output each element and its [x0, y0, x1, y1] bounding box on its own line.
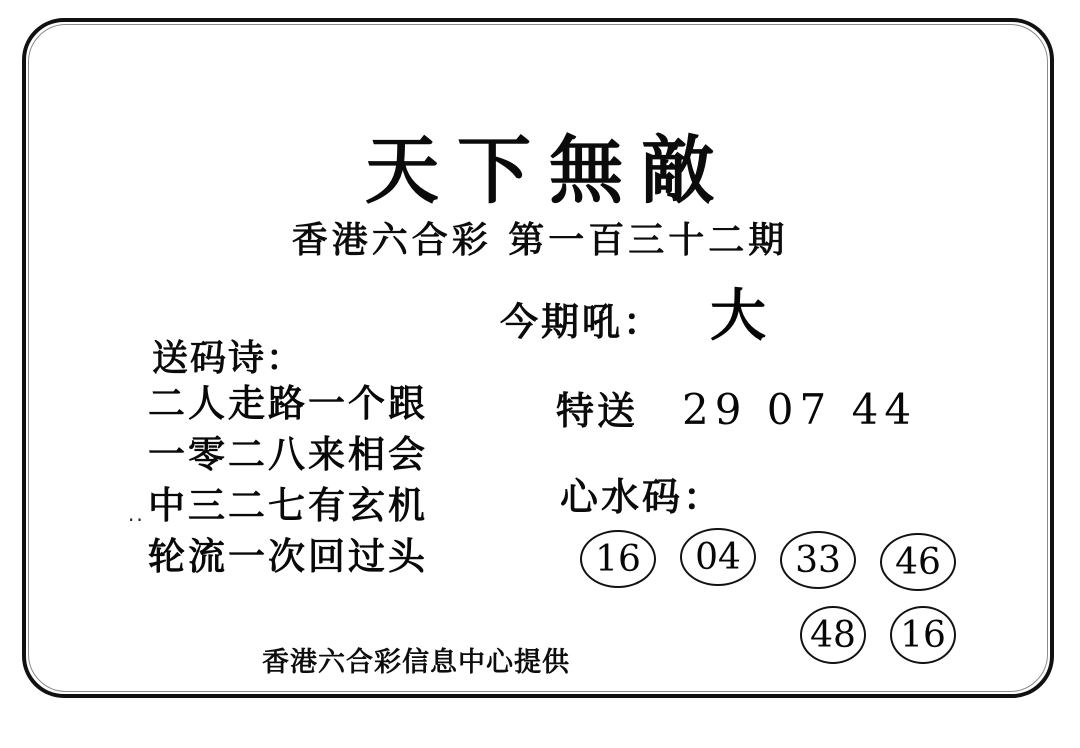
lucky-numbers-row-2: [800, 606, 980, 664]
special-numbers: 29 07 44: [682, 385, 918, 434]
issue-prediction: [500, 272, 766, 352]
lucky-number-ball: 04: [680, 528, 756, 586]
page-subtitle: 香港六合彩 第一百三十二期: [291, 219, 789, 261]
poem-line: 轮流一次回过头: [148, 534, 428, 578]
special-label: 特送: [556, 388, 639, 433]
lucky-numbers-row-1: [580, 528, 980, 586]
poem-line: 中三二七有玄机: [148, 483, 428, 527]
special-numbers-row: [556, 380, 917, 435]
lucky-number-ball: 16: [890, 606, 956, 664]
lucky-numbers-label: 心水码：: [560, 474, 725, 519]
lucky-number-ball: 46: [880, 533, 956, 591]
poem-line: 一零二八来相会: [148, 432, 428, 476]
poem-label: 送码诗：: [152, 337, 305, 379]
poem-block: [148, 378, 548, 582]
issue-value: 大: [710, 283, 767, 349]
lucky-number-ball: 16: [580, 530, 656, 588]
lucky-number-ball: 33: [780, 531, 856, 589]
page-title: 天下無敵: [365, 128, 733, 214]
issue-label: 今期吼：: [500, 299, 665, 344]
poem-leading-dots: ..: [128, 502, 145, 526]
lucky-number-ball: 48: [800, 606, 866, 664]
footer-text: 香港六合彩信息中心提供: [262, 647, 570, 678]
poem-line: 二人走路一个跟: [148, 381, 428, 425]
